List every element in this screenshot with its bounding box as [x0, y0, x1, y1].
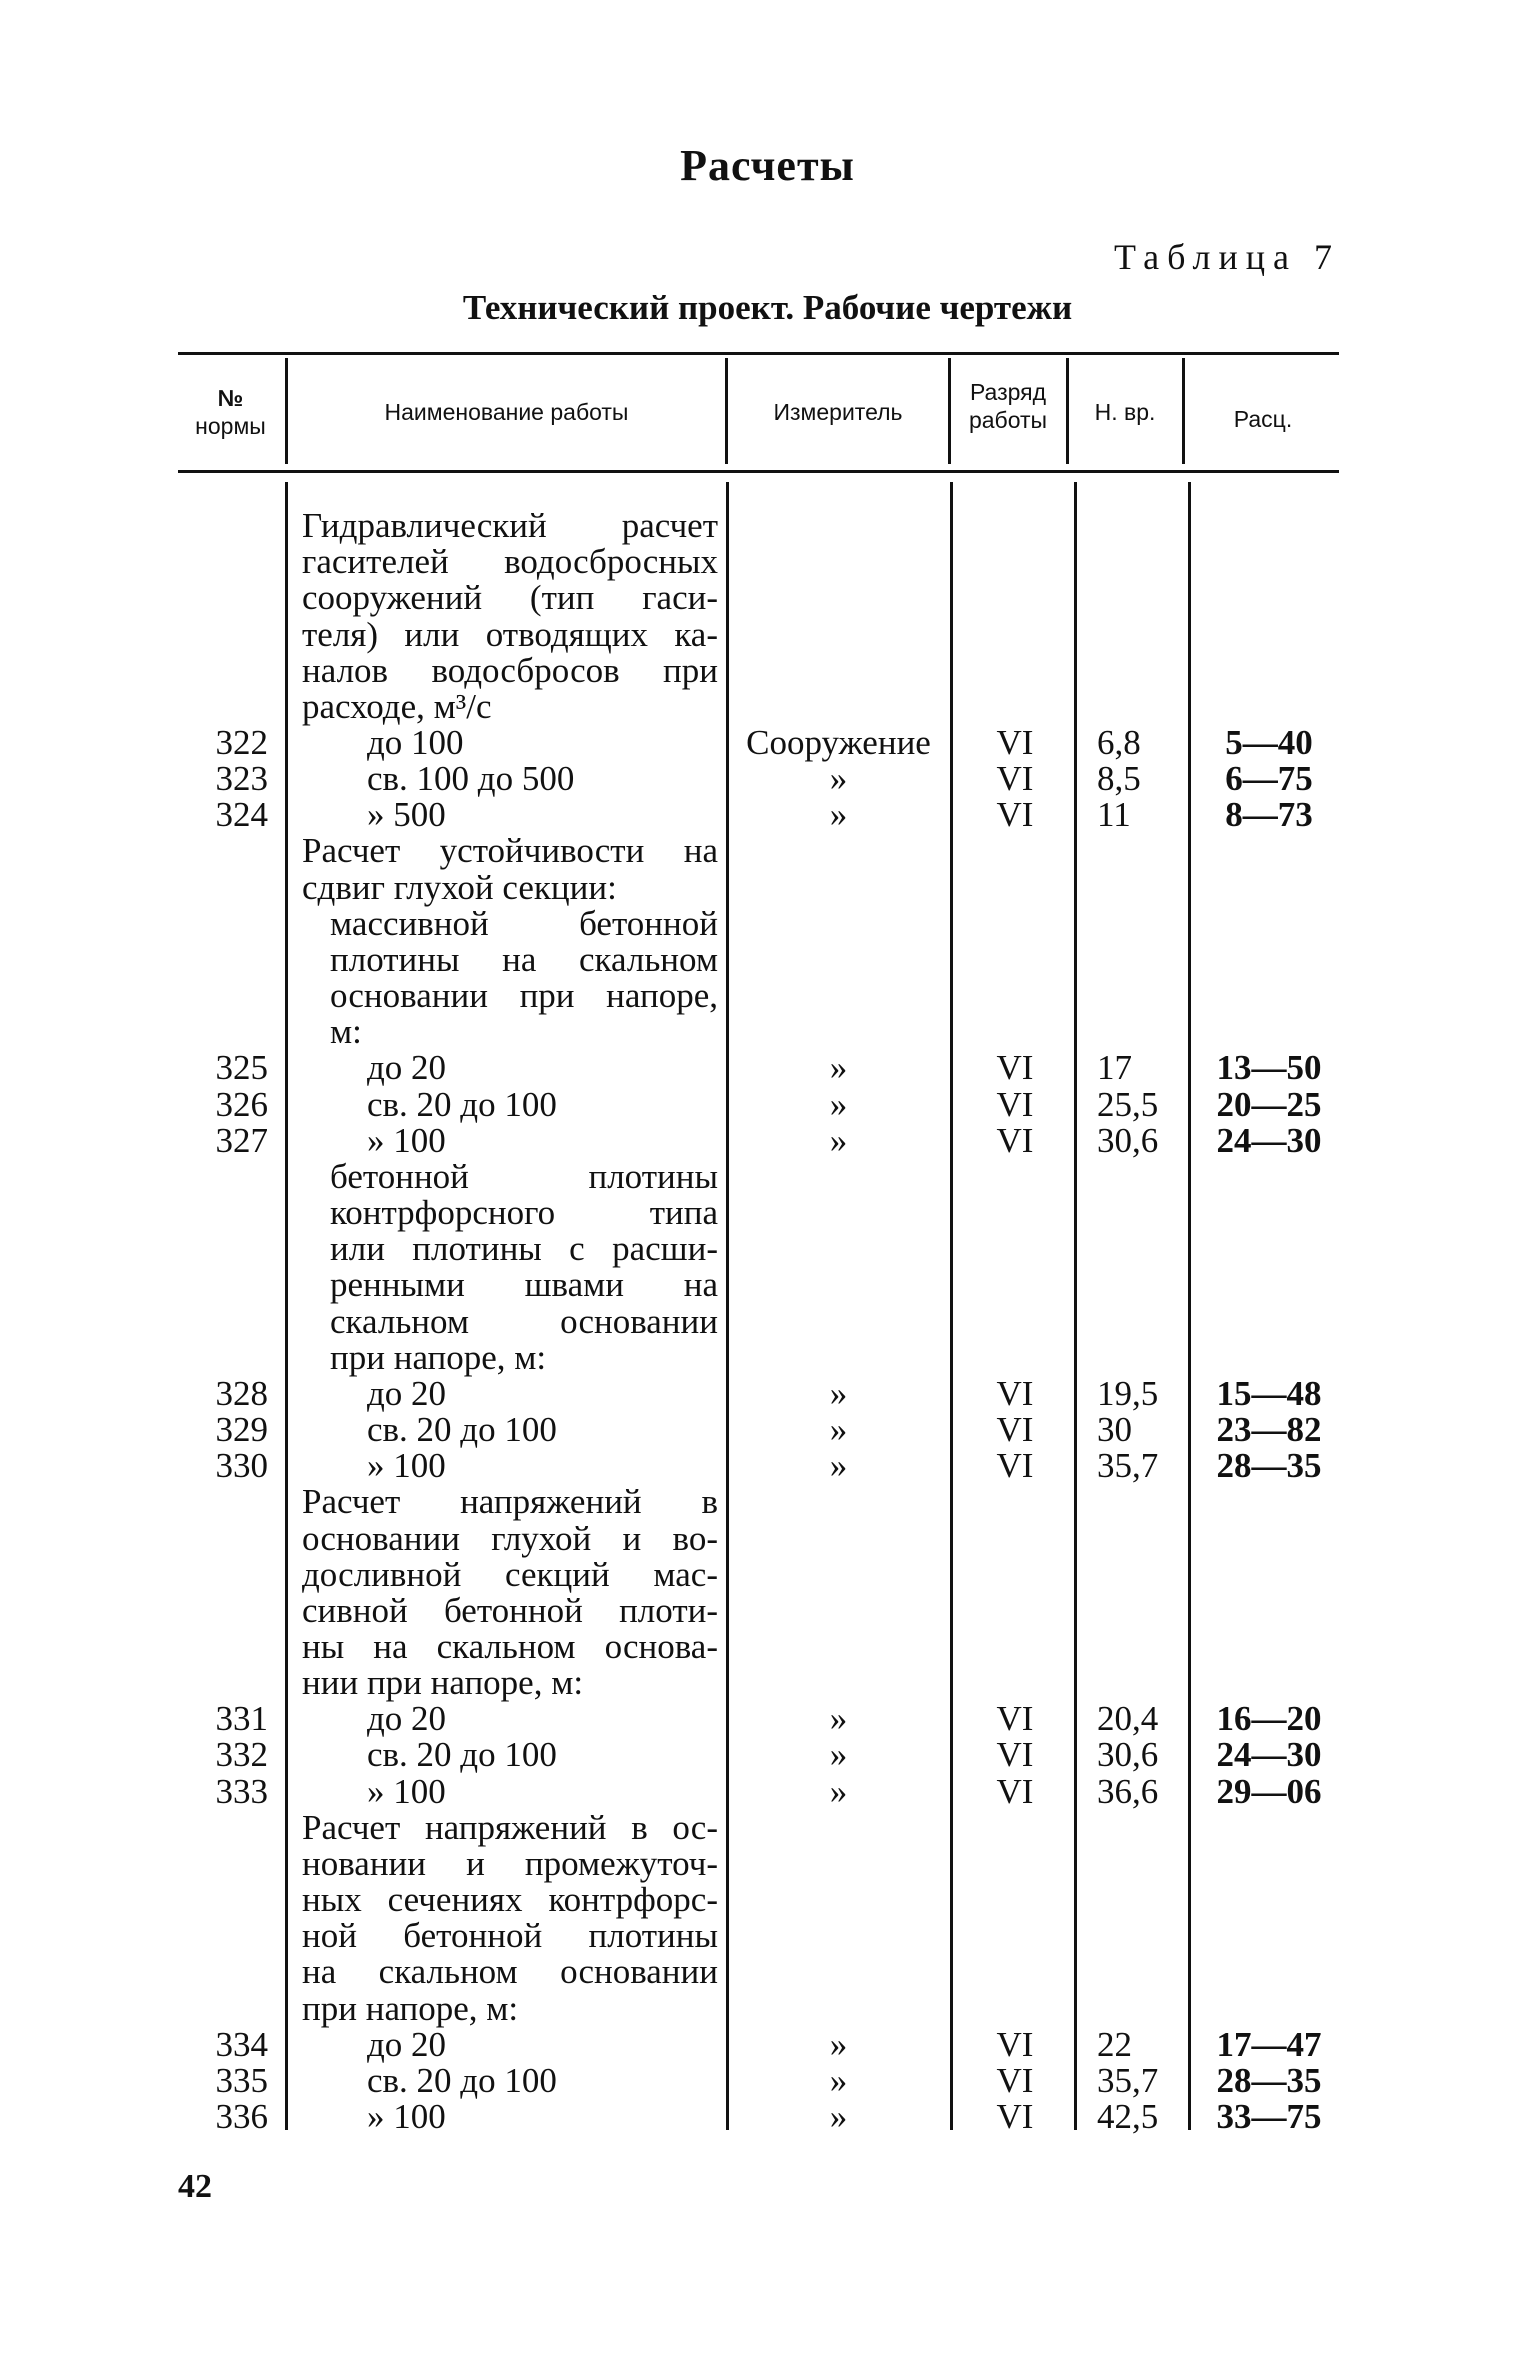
- work-grade: VI: [996, 723, 1034, 762]
- page-title: Расчеты: [680, 141, 855, 190]
- rate: 6—75: [1225, 759, 1313, 799]
- rate: 8—73: [1225, 795, 1313, 835]
- work-name: » 500: [367, 795, 446, 835]
- time-norm: 42,5: [1097, 2097, 1159, 2136]
- rate: 16—20: [1216, 1699, 1322, 1739]
- table-row: [0, 1301, 1535, 1341]
- rate: 20—25: [1216, 1084, 1322, 1124]
- work-grade: VI: [996, 2024, 1034, 2064]
- work-name: теля) или отводящих ка-: [302, 614, 718, 654]
- unit-of-measure: »: [829, 1410, 848, 1449]
- time-norm: 8,5: [1097, 759, 1141, 799]
- table-row: [0, 1373, 1535, 1413]
- work-grade: VI: [996, 1446, 1034, 1486]
- table-row: [0, 1554, 1535, 1594]
- rate: 33—75: [1216, 2097, 1322, 2136]
- work-name: св. 20 до 100: [367, 1410, 557, 1449]
- work-name: » 100: [367, 1120, 446, 1160]
- work-name: св. 20 до 100: [367, 1084, 557, 1124]
- table-row: [0, 1954, 1535, 1990]
- work-name: плотины на скальном: [330, 939, 718, 979]
- work-name: основании глухой и во-: [302, 1518, 718, 1558]
- work-grade: VI: [996, 1373, 1034, 1413]
- rate: 17—47: [1216, 2024, 1322, 2064]
- work-name: основании при напоре,: [330, 976, 718, 1016]
- table-row: [0, 686, 1535, 726]
- table-row: [0, 544, 1535, 580]
- work-grade: VI: [996, 1048, 1034, 1088]
- work-grade: VI: [996, 2060, 1034, 2100]
- table-row: [0, 1843, 1535, 1883]
- work-name: массивной бетонной: [330, 903, 718, 943]
- table-row: [0, 1014, 1535, 1050]
- norm-number: 329: [215, 1410, 268, 1449]
- work-name: » 100: [367, 1446, 446, 1486]
- table-subtitle: Технический проект. Рабочие чертежи: [462, 288, 1073, 327]
- col-header-name: Наименование работы: [384, 399, 629, 425]
- work-name: » 100: [367, 1771, 446, 1811]
- unit-of-measure: »: [829, 2060, 848, 2100]
- table-row: [0, 1448, 1535, 1484]
- table-row: [0, 2099, 1535, 2135]
- table-row: [0, 1771, 1535, 1811]
- work-name: или плотины с расши-: [330, 1229, 718, 1269]
- work-name: Расчет напряжений в: [302, 1482, 718, 1522]
- rate: 5—40: [1225, 723, 1313, 762]
- work-name: до 20: [367, 1373, 447, 1413]
- norm-number: 330: [215, 1446, 268, 1486]
- unit-of-measure: »: [829, 2097, 848, 2136]
- norm-number: 336: [215, 2097, 268, 2136]
- table-row: [0, 1084, 1535, 1124]
- norm-number: 335: [215, 2060, 268, 2100]
- time-norm: 35,7: [1097, 2060, 1159, 2100]
- unit-of-measure: »: [829, 795, 848, 835]
- norm-number: 328: [215, 1373, 268, 1413]
- header-top-rule: [178, 352, 1339, 355]
- table-row: [0, 1629, 1535, 1665]
- work-grade: VI: [996, 759, 1034, 799]
- norm-number: 326: [215, 1084, 268, 1124]
- table-row: [0, 508, 1535, 544]
- norm-number: 325: [215, 1048, 268, 1088]
- header-divider: [1066, 358, 1069, 464]
- table-row: [0, 1737, 1535, 1773]
- rate: 24—30: [1216, 1735, 1322, 1775]
- work-name: гасителей водосбросных: [302, 542, 718, 582]
- time-norm: 30: [1097, 1410, 1132, 1449]
- time-norm: 6,8: [1097, 723, 1141, 762]
- work-name: нии при напоре, м:: [302, 1663, 584, 1703]
- work-name: скальном основании: [330, 1301, 718, 1341]
- work-grade: VI: [996, 2097, 1034, 2136]
- table-row: [0, 1590, 1535, 1630]
- work-name: до 20: [367, 1699, 447, 1739]
- col-header-price: Расц.: [1233, 406, 1293, 432]
- norm-number: 333: [215, 1771, 268, 1811]
- table-row: [0, 867, 1535, 907]
- work-grade: VI: [996, 1771, 1034, 1811]
- unit-of-measure: »: [829, 1373, 848, 1413]
- work-name: св. 100 до 500: [367, 759, 575, 799]
- work-name: Гидравлический расчет: [302, 506, 718, 545]
- work-name: на скальном основании: [302, 1952, 718, 1992]
- time-norm: 25,5: [1097, 1084, 1159, 1124]
- work-grade: VI: [996, 795, 1034, 835]
- work-name: до 20: [367, 2024, 447, 2064]
- table-row: [0, 1701, 1535, 1737]
- norm-number: 332: [215, 1735, 268, 1775]
- table-row: [0, 1195, 1535, 1231]
- unit-of-measure: »: [829, 1084, 848, 1124]
- work-name: ной бетонной плотины: [302, 1916, 718, 1956]
- unit-of-measure: »: [829, 1735, 848, 1775]
- table-row: [0, 1918, 1535, 1954]
- table-row: [0, 903, 1535, 943]
- header-divider: [725, 358, 728, 464]
- unit-of-measure: »: [829, 1120, 848, 1160]
- table-row: [0, 1518, 1535, 1558]
- rate: 28—35: [1216, 2060, 1322, 2100]
- time-norm: 30,6: [1097, 1120, 1159, 1160]
- time-norm: 17: [1097, 1048, 1132, 1088]
- page-number: 42: [178, 2168, 212, 2205]
- table-row: [0, 1267, 1535, 1303]
- header-divider: [1182, 358, 1185, 464]
- rate: 28—35: [1216, 1446, 1322, 1486]
- table-row: [0, 761, 1535, 797]
- table-row: [0, 939, 1535, 979]
- table-row: [0, 1807, 1535, 1847]
- work-name: расходе, м³/с: [302, 686, 492, 726]
- table-row: [0, 725, 1535, 761]
- time-norm: 20,4: [1097, 1699, 1159, 1739]
- norm-number: 331: [215, 1699, 268, 1739]
- table-row: [0, 978, 1535, 1014]
- work-name: сивной бетонной плоти-: [302, 1590, 718, 1630]
- unit-of-measure: »: [829, 759, 848, 799]
- norm-number: 327: [215, 1120, 268, 1160]
- header-divider: [948, 358, 951, 464]
- work-name: ных сечениях контрфорс-: [302, 1880, 718, 1920]
- table-row: [0, 580, 1535, 616]
- time-norm: 36,6: [1097, 1771, 1159, 1811]
- table-row: [0, 1231, 1535, 1267]
- work-name: налов водосбросов при: [302, 650, 718, 690]
- table-row: [0, 1050, 1535, 1086]
- norm-number: 322: [215, 723, 268, 762]
- table-row: [0, 1120, 1535, 1160]
- table-row: [0, 2024, 1535, 2064]
- col-header-unit: Измеритель: [773, 399, 903, 425]
- norm-number: 324: [215, 795, 268, 835]
- unit-of-measure: »: [829, 2024, 848, 2064]
- work-grade: VI: [996, 1084, 1034, 1124]
- work-name: при напоре, м:: [302, 1988, 519, 2028]
- table-number: Таблица 7: [1114, 237, 1340, 277]
- unit-of-measure: »: [829, 1048, 848, 1088]
- table-row: [0, 2060, 1535, 2100]
- work-name: Расчет напряжений в ос-: [302, 1807, 718, 1847]
- rate: 29—06: [1216, 1771, 1322, 1811]
- work-grade: VI: [996, 1120, 1034, 1160]
- work-name: » 100: [367, 2097, 446, 2136]
- work-grade: VI: [996, 1410, 1034, 1449]
- work-name: ренными швами на: [330, 1265, 718, 1305]
- time-norm: 19,5: [1097, 1373, 1159, 1413]
- unit-of-measure: Сооружение: [746, 723, 931, 762]
- col-header-hours: Н. вр.: [1094, 399, 1156, 425]
- rate: 15—48: [1216, 1373, 1322, 1413]
- norm-number: 334: [215, 2024, 268, 2064]
- work-name: м:: [330, 1012, 362, 1052]
- table-row: [0, 1412, 1535, 1448]
- table-row: [0, 1484, 1535, 1520]
- header-bottom-rule: [178, 470, 1339, 473]
- table-row: [0, 1156, 1535, 1196]
- work-name: св. 20 до 100: [367, 1735, 557, 1775]
- work-name: ны на скальном основа-: [302, 1627, 718, 1666]
- rate: 23—82: [1216, 1410, 1322, 1449]
- table-row: [0, 1988, 1535, 2028]
- table-row: [0, 1665, 1535, 1701]
- header-divider: [285, 358, 288, 464]
- work-name: Расчет устойчивости на: [302, 831, 718, 871]
- work-name: новании и промежуточ-: [302, 1843, 718, 1883]
- table-row: [0, 1337, 1535, 1377]
- col-header-grade: Разряд работы: [968, 379, 1048, 433]
- work-name: досливной секций мас-: [302, 1554, 718, 1594]
- col-header-number: № нормы: [195, 385, 266, 439]
- unit-of-measure: »: [829, 1446, 848, 1486]
- work-name: сдвиг глухой секции:: [302, 867, 617, 907]
- table-row: [0, 1882, 1535, 1918]
- unit-of-measure: »: [829, 1699, 848, 1739]
- rate: 24—30: [1216, 1120, 1322, 1160]
- work-grade: VI: [996, 1699, 1034, 1739]
- work-name: контрфорсного типа: [330, 1193, 718, 1232]
- work-name: бетонной плотины: [330, 1156, 718, 1196]
- time-norm: 35,7: [1097, 1446, 1159, 1486]
- work-grade: VI: [996, 1735, 1034, 1775]
- table-row: [0, 650, 1535, 690]
- unit-of-measure: »: [829, 1771, 848, 1811]
- table-row: [0, 614, 1535, 654]
- norm-number: 323: [215, 759, 268, 799]
- work-name: св. 20 до 100: [367, 2060, 557, 2100]
- work-name: сооружений (тип гаси-: [302, 578, 718, 618]
- work-name: при напоре, м:: [330, 1337, 547, 1377]
- time-norm: 30,6: [1097, 1735, 1159, 1775]
- rate: 13—50: [1216, 1048, 1322, 1088]
- work-name: до 20: [367, 1048, 447, 1088]
- time-norm: 11: [1097, 795, 1131, 835]
- work-name: до 100: [367, 723, 464, 762]
- table-row: [0, 833, 1535, 869]
- time-norm: 22: [1097, 2024, 1132, 2064]
- table-row: [0, 797, 1535, 833]
